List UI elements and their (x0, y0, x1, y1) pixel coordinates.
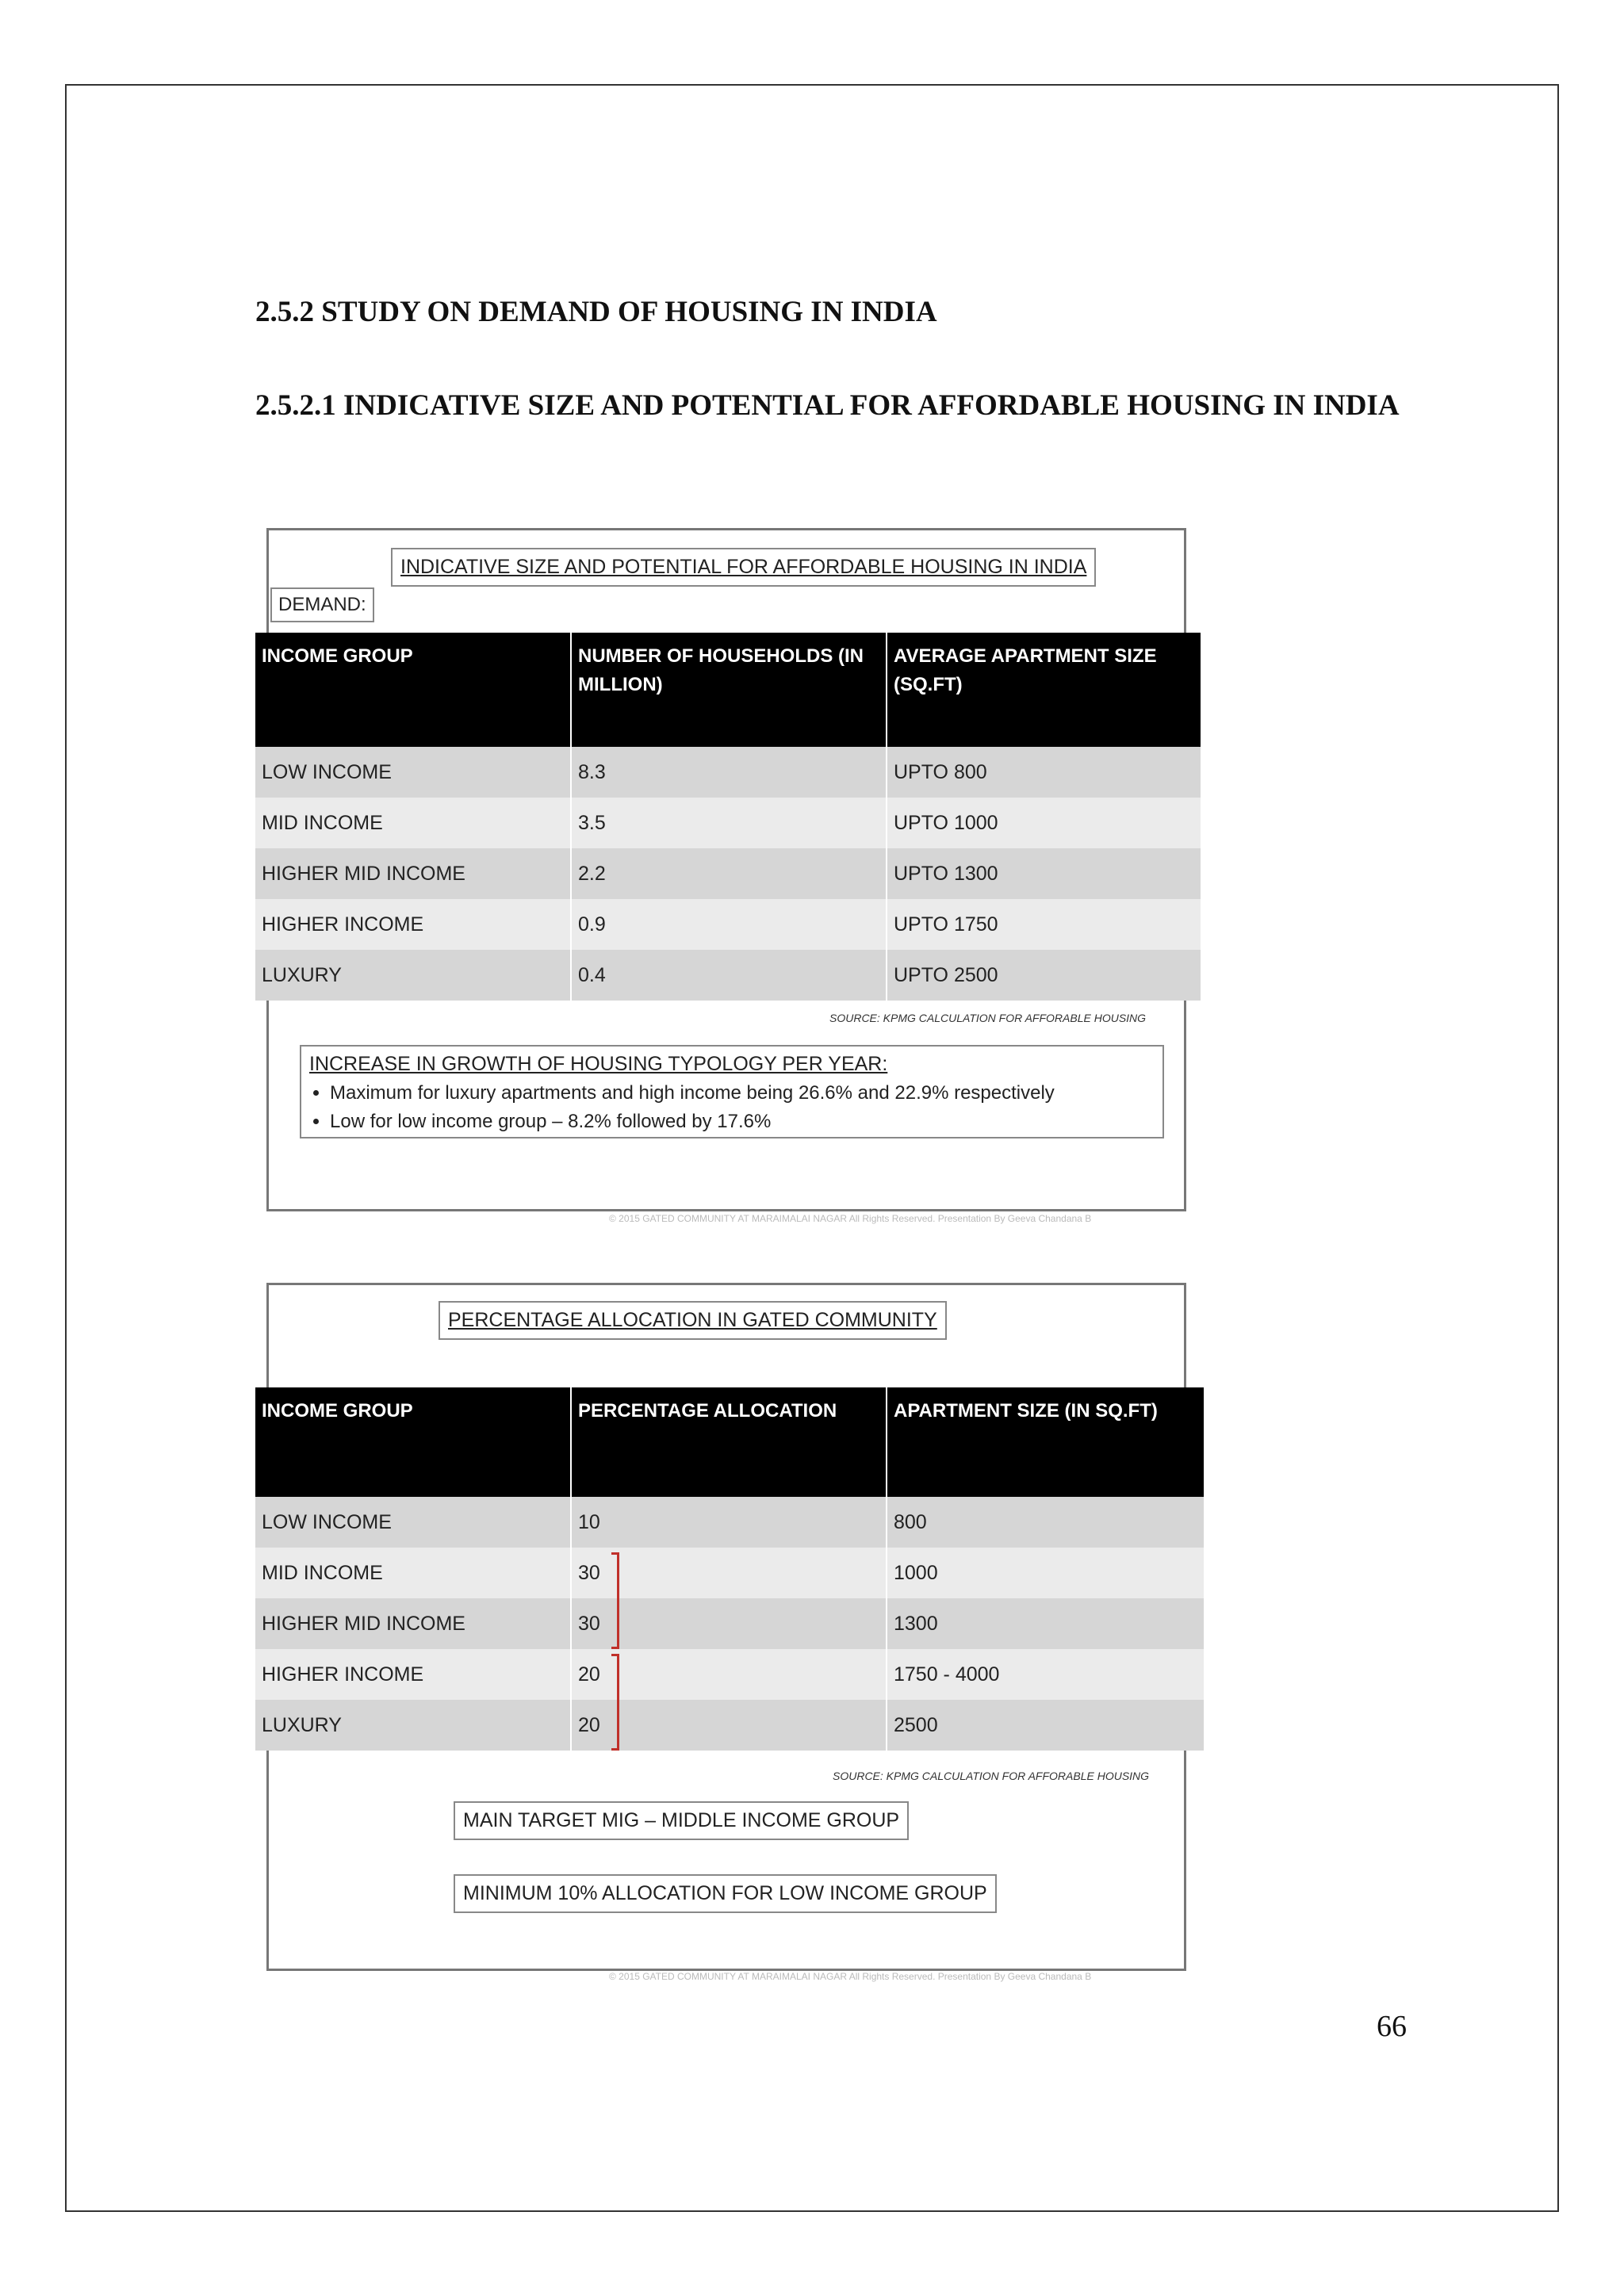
table-row (255, 950, 1201, 1001)
table-row (255, 747, 1201, 798)
table-cell: LOW INCOME (255, 747, 571, 798)
table-cell: UPTO 1750 (887, 899, 1201, 950)
page-number: 66 (1377, 2010, 1407, 2043)
table-cell: UPTO 2500 (887, 950, 1201, 1001)
table-cell: 0.9 (571, 899, 887, 950)
list-item: • Maximum for luxury apartments and high income being 26.6% and 22.9% respectively (330, 1079, 1155, 1108)
list-item: • Low for low income group – 8.2% followed by 17.6% (330, 1108, 1155, 1136)
growth-list (309, 1079, 1155, 1136)
table-cell: 3.5 (571, 798, 887, 848)
subsection-heading: 2.5.2.1 INDICATIVE SIZE AND POTENTIAL FOR AFFORDABLE HOUSING IN INDIA (255, 389, 1400, 422)
table-cell: UPTO 1000 (887, 798, 1201, 848)
column-header: AVERAGE APARTMENT SIZE (SQ.FT) (887, 633, 1201, 747)
slide-footer: © 2015 GATED COMMUNITY AT MARAIMALAI NAGAR All Rights Reserved. Presentation By Geeva Chandana B (609, 1971, 1092, 1982)
slide-footer: © 2015 GATED COMMUNITY AT MARAIMALAI NAGAR All Rights Reserved. Presentation By Geeva Chandana B (609, 1213, 1092, 1224)
table-row (255, 1700, 1204, 1751)
section-heading: 2.5.2 STUDY ON DEMAND OF HOUSING IN INDIA (255, 296, 937, 328)
table-cell: HIGHER INCOME (255, 1649, 571, 1700)
table-cell-percent (571, 1548, 887, 1598)
table-cell: 2500 (887, 1700, 1204, 1751)
table-cell: 1000 (887, 1548, 1204, 1598)
table-row (255, 848, 1201, 899)
column-header: INCOME GROUP (255, 633, 571, 747)
table-cell: 10 (571, 1497, 887, 1548)
table-row (255, 1598, 1204, 1649)
table-cell: LUXURY (255, 950, 571, 1001)
table-cell-percent (571, 1649, 887, 1700)
table-cell: LUXURY (255, 1700, 571, 1751)
table-cell: HIGHER MID INCOME (255, 1598, 571, 1649)
demand-label: DEMAND: (270, 587, 374, 622)
table-cell: 800 (887, 1497, 1204, 1548)
growth-box (300, 1045, 1164, 1138)
note-minimum-allocation: MINIMUM 10% ALLOCATION FOR LOW INCOME GROUP (454, 1874, 997, 1913)
allocation-table (255, 1387, 1204, 1751)
column-header: INCOME GROUP (255, 1387, 571, 1497)
bracket-mark (611, 1654, 619, 1751)
table-cell: 30 (571, 1598, 887, 1649)
column-header: NUMBER OF HOUSEHOLDS (IN MILLION) (571, 633, 887, 747)
column-header: APARTMENT SIZE (IN SQ.FT) (887, 1387, 1204, 1497)
table-cell-value: 30 (578, 1561, 600, 1584)
bracket-mark (611, 1552, 619, 1649)
table-cell: 2.2 (571, 848, 887, 899)
note-main-target: MAIN TARGET MIG – MIDDLE INCOME GROUP (454, 1801, 909, 1840)
table-cell-value: 20 (578, 1663, 600, 1686)
table-cell: MID INCOME (255, 1548, 571, 1598)
table-cell: 20 (571, 1700, 887, 1751)
demand-table (255, 633, 1201, 1001)
slide-title: PERCENTAGE ALLOCATION IN GATED COMMUNITY (439, 1301, 947, 1340)
column-header: PERCENTAGE ALLOCATION (571, 1387, 887, 1497)
growth-title: INCREASE IN GROWTH OF HOUSING TYPOLOGY PER YEAR: (309, 1053, 888, 1075)
table-row (255, 899, 1201, 950)
source-note: SOURCE: KPMG CALCULATION FOR AFFORABLE HOUSING (829, 1012, 1147, 1024)
source-note: SOURCE: KPMG CALCULATION FOR AFFORABLE HOUSING (833, 1770, 1150, 1782)
table-cell: HIGHER INCOME (255, 899, 571, 950)
table-row (255, 798, 1201, 848)
table-row (255, 1649, 1204, 1700)
table-cell: 1750 - 4000 (887, 1649, 1204, 1700)
table-cell: UPTO 1300 (887, 848, 1201, 899)
table-cell: 8.3 (571, 747, 887, 798)
table-header-row (255, 1387, 1204, 1497)
table-cell: MID INCOME (255, 798, 571, 848)
table-header-row (255, 633, 1201, 747)
table-cell: LOW INCOME (255, 1497, 571, 1548)
table-row (255, 1497, 1204, 1548)
table-cell: 1300 (887, 1598, 1204, 1649)
table-row (255, 1548, 1204, 1598)
table-cell: HIGHER MID INCOME (255, 848, 571, 899)
table-cell: 0.4 (571, 950, 887, 1001)
table-cell: UPTO 800 (887, 747, 1201, 798)
slide-title: INDICATIVE SIZE AND POTENTIAL FOR AFFORDABLE HOUSING IN INDIA (391, 548, 1096, 587)
